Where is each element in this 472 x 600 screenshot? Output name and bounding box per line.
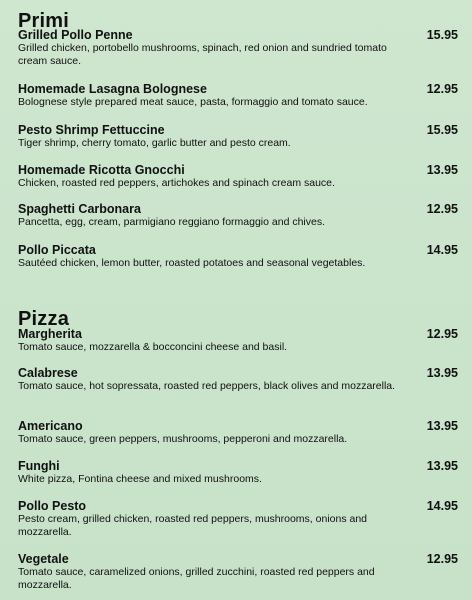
item-name: Pollo Piccata [18, 243, 96, 257]
item-description: Tomato sauce, mozzarella & bocconcini cheese and basil. [18, 341, 288, 353]
section-title-primi: Primi [18, 10, 70, 32]
item-description: Pesto cream, grilled chicken, roasted red peppers, mushrooms, onions and mozzarella. [18, 513, 368, 538]
item-name: Spaghetti Carbonara [18, 202, 141, 216]
menu-item [18, 419, 458, 446]
menu-item [18, 366, 458, 393]
menu-item [18, 552, 458, 592]
item-description: Chicken, roasted red peppers, artichokes and spinach cream sauce. [18, 177, 335, 189]
item-price: 15.95 [426, 28, 458, 42]
item-description: Sautéed chicken, lemon butter, roasted potatoes and seasonal vegetables. [18, 257, 366, 269]
menu-item [18, 459, 458, 486]
menu-item [18, 202, 458, 229]
item-name: Homemade Ricotta Gnocchi [18, 163, 185, 177]
item-description: Pancetta, egg, cream, parmigiano reggiano formaggio and chives. [18, 216, 326, 228]
item-description: Tomato sauce, hot sopressata, roasted red peppers, black olives and mozzarella. [18, 380, 396, 392]
menu-item [18, 243, 458, 270]
menu-item [18, 123, 458, 150]
item-name: Margherita [18, 327, 82, 341]
item-name: Pesto Shrimp Fettuccine [18, 123, 165, 137]
menu-item [18, 82, 458, 109]
primi-section [18, 10, 458, 280]
menu-item [18, 28, 458, 68]
menu-item [18, 499, 458, 539]
item-name: Pollo Pesto [18, 499, 87, 513]
item-price: 12.95 [426, 327, 458, 341]
pizza-section [18, 308, 458, 596]
item-price: 13.95 [426, 459, 458, 473]
item-price: 12.95 [426, 82, 458, 96]
item-description: Bolognese style prepared meat sauce, pasta, formaggio and tomato sauce. [18, 96, 368, 108]
item-description: Tomato sauce, caramelized onions, grilled zucchini, roasted red peppers and mozzarella. [18, 566, 375, 591]
item-name: Americano [18, 419, 83, 433]
item-name: Vegetale [18, 552, 69, 566]
menu-item [18, 327, 458, 354]
item-name: Calabrese [18, 366, 78, 380]
item-price: 12.95 [426, 552, 458, 566]
item-description: Tiger shrimp, cherry tomato, garlic butter and pesto cream. [18, 137, 291, 149]
item-name: Funghi [18, 459, 60, 473]
item-description: White pizza, Fontina cheese and mixed mushrooms. [18, 473, 262, 485]
section-title-pizza: Pizza [18, 308, 70, 330]
item-description: Grilled chicken, portobello mushrooms, spinach, red onion and sundried tomato cream sauce. [18, 42, 387, 67]
item-price: 13.95 [426, 419, 458, 433]
item-price: 14.95 [426, 243, 458, 257]
item-price: 14.95 [426, 499, 458, 513]
menu-item [18, 163, 458, 190]
item-name: Homemade Lasagna Bolognese [18, 82, 207, 96]
item-name: Grilled Pollo Penne [18, 28, 133, 42]
item-price: 13.95 [426, 366, 458, 380]
item-description: Tomato sauce, green peppers, mushrooms, pepperoni and mozzarella. [18, 433, 348, 445]
item-price: 15.95 [426, 123, 458, 137]
item-price: 12.95 [426, 202, 458, 216]
item-price: 13.95 [426, 163, 458, 177]
